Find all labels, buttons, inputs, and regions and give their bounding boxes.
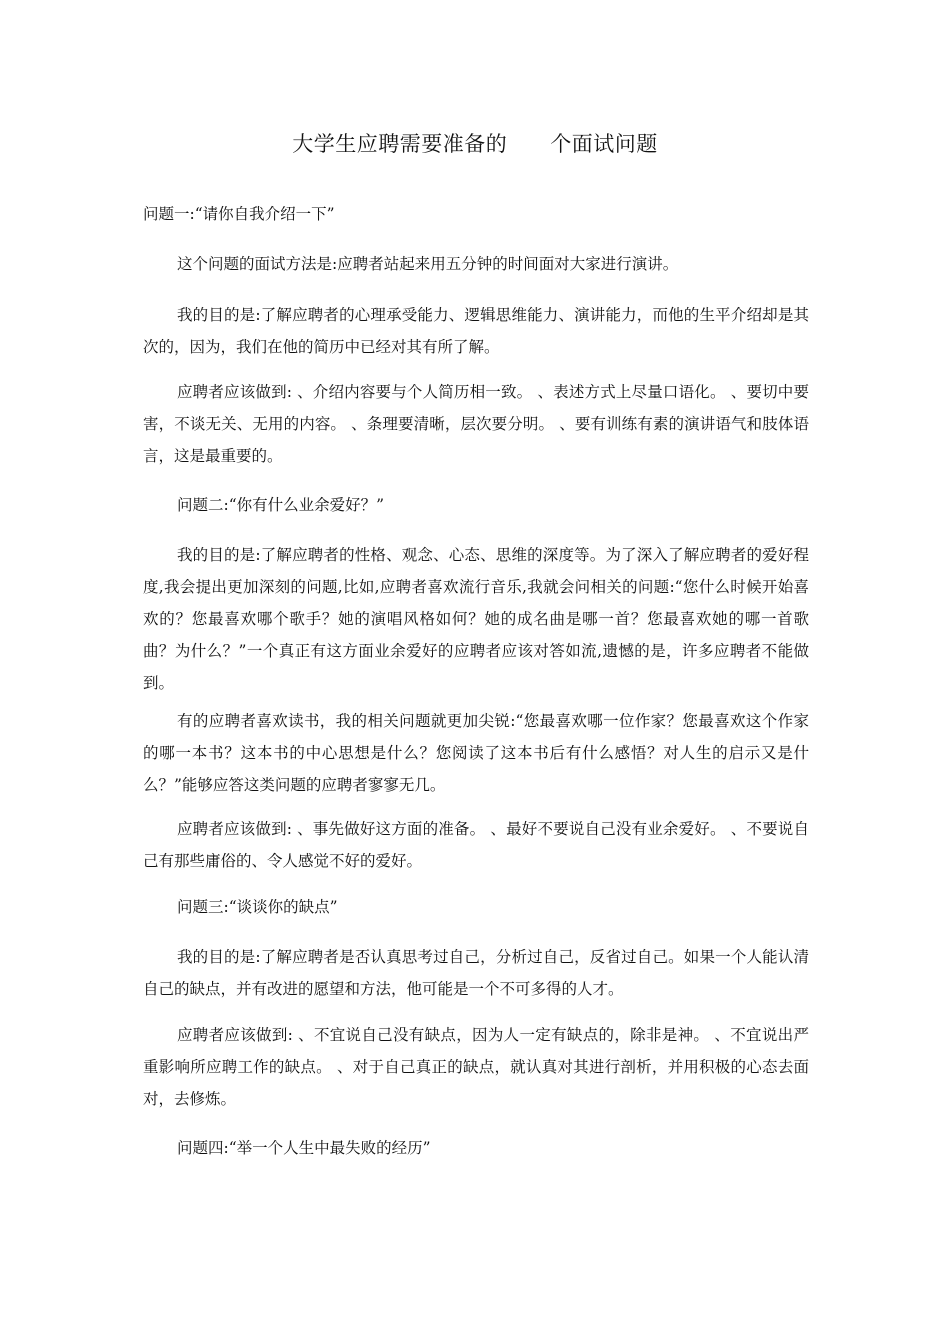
paragraph-1: 这个问题的面试方法是:应聘者站起来用五分钟的时间面对大家进行演讲。 bbox=[177, 255, 679, 273]
paragraph-5: 有的应聘者喜欢读书，我的相关问题就更加尖锐:“您最喜欢哪一位作家？您最喜欢这个作家的哪一本书？这本书的中心思想是什么？您阅读了这本书后有什么感悟？对人生的启示又是什么？”能够应答这类问题的应聘者寥寥无几。 bbox=[143, 712, 809, 794]
paragraph-4: 我的目的是:了解应聘者的性格、观念、心态、思维的深度等。为了深入了解应聘者的爱好程度,我会提出更加深刻的问题,比如,应聘者喜欢流行音乐,我就会问相关的问题:“您什么时候开始喜欢的？您最喜欢哪个歌手？她的演唱风格如何？她的成名曲是哪一首？您最喜欢她的哪一首歌曲？为什么？”一个真正有这方面业余爱好的应聘者应该对答如流,遗憾的是，许多应聘者不能做到。 bbox=[143, 546, 809, 692]
paragraph-8: 应聘者应该做到: 、不宜说自己没有缺点，因为人一定有缺点的，除非是神。 、不宜说出严重影响所应聘工作的缺点。 、对于自己真正的缺点，就认真对其进行剖析，并用积极的心态去面对，去修炼。 bbox=[143, 1026, 809, 1108]
question-3-heading: 问题三:“谈谈你的缺点” bbox=[177, 898, 338, 916]
page-title: 大学生应聘需要准备的 个面试问题 bbox=[292, 132, 658, 156]
paragraph-6: 应聘者应该做到: 、事先做好这方面的准备。 、最好不要说自己没有业余爱好。 、不要说自己有那些庸俗的、令人感觉不好的爱好。 bbox=[143, 820, 809, 870]
question-1-heading: 问题一:“请你自我介绍一下” bbox=[143, 205, 335, 223]
paragraph-7: 我的目的是:了解应聘者是否认真思考过自己，分析过自己，反省过自己。如果一个人能认清自己的缺点，并有改进的愿望和方法，他可能是一个不可多得的人才。 bbox=[143, 948, 809, 998]
question-4-heading: 问题四:“举一个人生中最失败的经历” bbox=[177, 1139, 431, 1157]
paragraph-2: 我的目的是:了解应聘者的心理承受能力、逻辑思维能力、演讲能力，而他的生平介绍却是其次的，因为，我们在他的简历中已经对其有所了解。 bbox=[143, 306, 809, 356]
paragraph-3: 应聘者应该做到: 、介绍内容要与个人简历相一致。 、表述方式上尽量口语化。 、要切中要害，不谈无关、无用的内容。 、条理要清晰，层次要分明。 、要有训练有素的演讲语气和肢体语言，这是最重要的。 bbox=[143, 383, 809, 465]
question-2-heading: 问题二:“你有什么业余爱好？” bbox=[177, 496, 385, 514]
